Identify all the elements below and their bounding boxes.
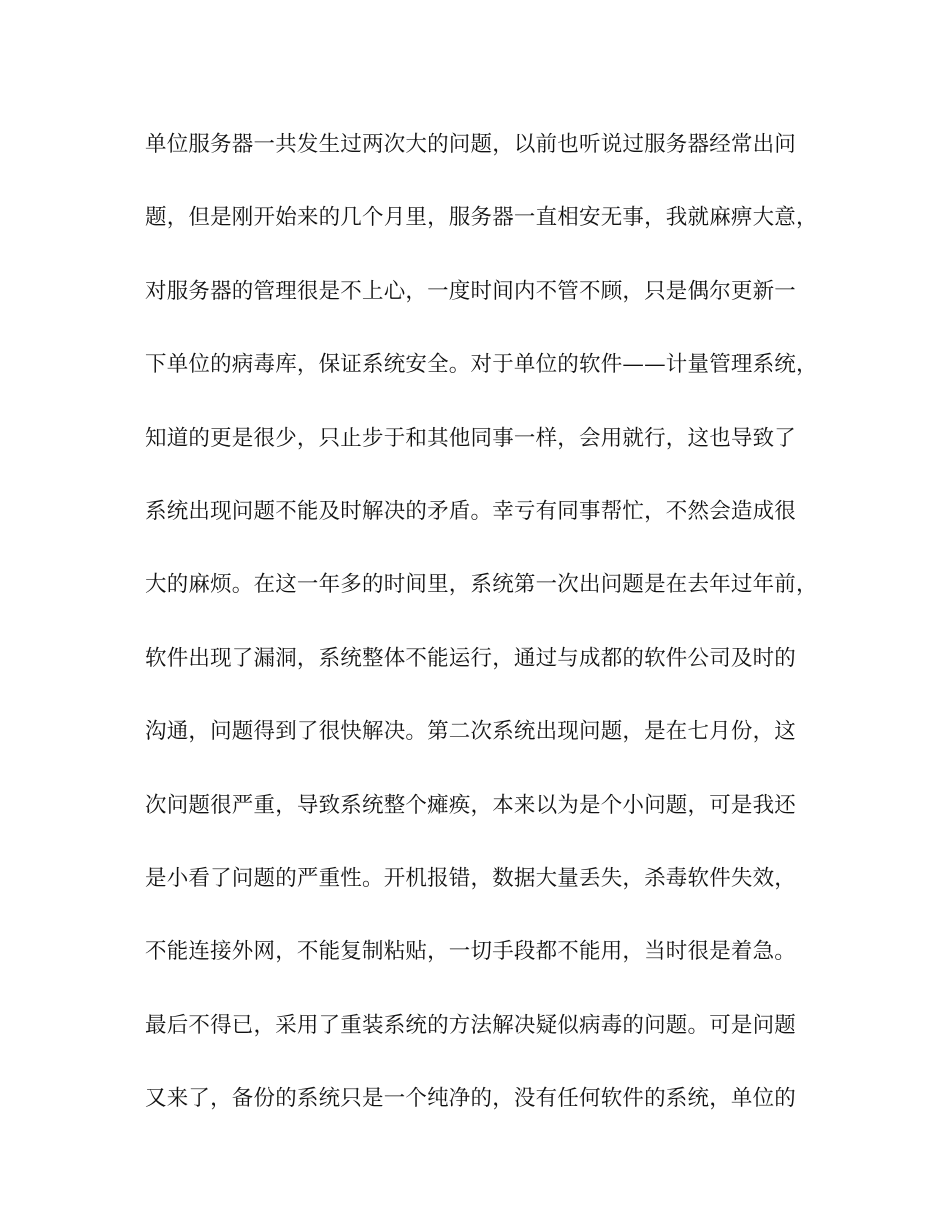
text-line: 下单位的病毒库，保证系统安全。对于单位的软件——计量管理系统，: [145, 352, 818, 378]
text-line: 又来了，备份的系统只是一个纯净的，没有任何软件的系统，单位的: [145, 1086, 797, 1112]
text-line: 系统出现问题不能及时解决的矛盾。幸亏有同事帮忙，不然会造成很: [145, 498, 797, 524]
text-line: 对服务器的管理很是不上心，一度时间内不管不顾，只是偶尔更新一: [145, 278, 797, 304]
text-line: 知道的更是很少，只止步于和其他同事一样，会用就行，这也导致了: [145, 425, 797, 451]
text-line: 单位服务器一共发生过两次大的问题，以前也听说过服务器经常出问: [145, 132, 797, 157]
text-line: 不能连接外网，不能复制粘贴，一切手段都不能用，当时很是着急。: [145, 939, 797, 965]
text-line: 是小看了问题的严重性。开机报错，数据大量丢失，杀毒软件失效，: [145, 865, 797, 891]
text-line: 大的麻烦。在这一年多的时间里，系统第一次出问题是在去年过年前，: [145, 572, 818, 598]
text-line: 次问题很严重，导致系统整个瘫痪，本来以为是个小问题，可是我还: [145, 792, 797, 818]
body-paragraph: [145, 125, 825, 1152]
text-line: 最后不得已，采用了重装系统的方法解决疑似病毒的问题。可是问题: [145, 1012, 797, 1038]
text-line: 软件出现了漏洞，系统整体不能运行，通过与成都的软件公司及时的: [145, 645, 797, 671]
text-line: 沟通，问题得到了很快解决。第二次系统出现问题，是在七月份，这: [145, 719, 797, 745]
text-line: 题，但是刚开始来的几个月里，服务器一直相安无事，我就麻痹大意，: [145, 205, 818, 231]
